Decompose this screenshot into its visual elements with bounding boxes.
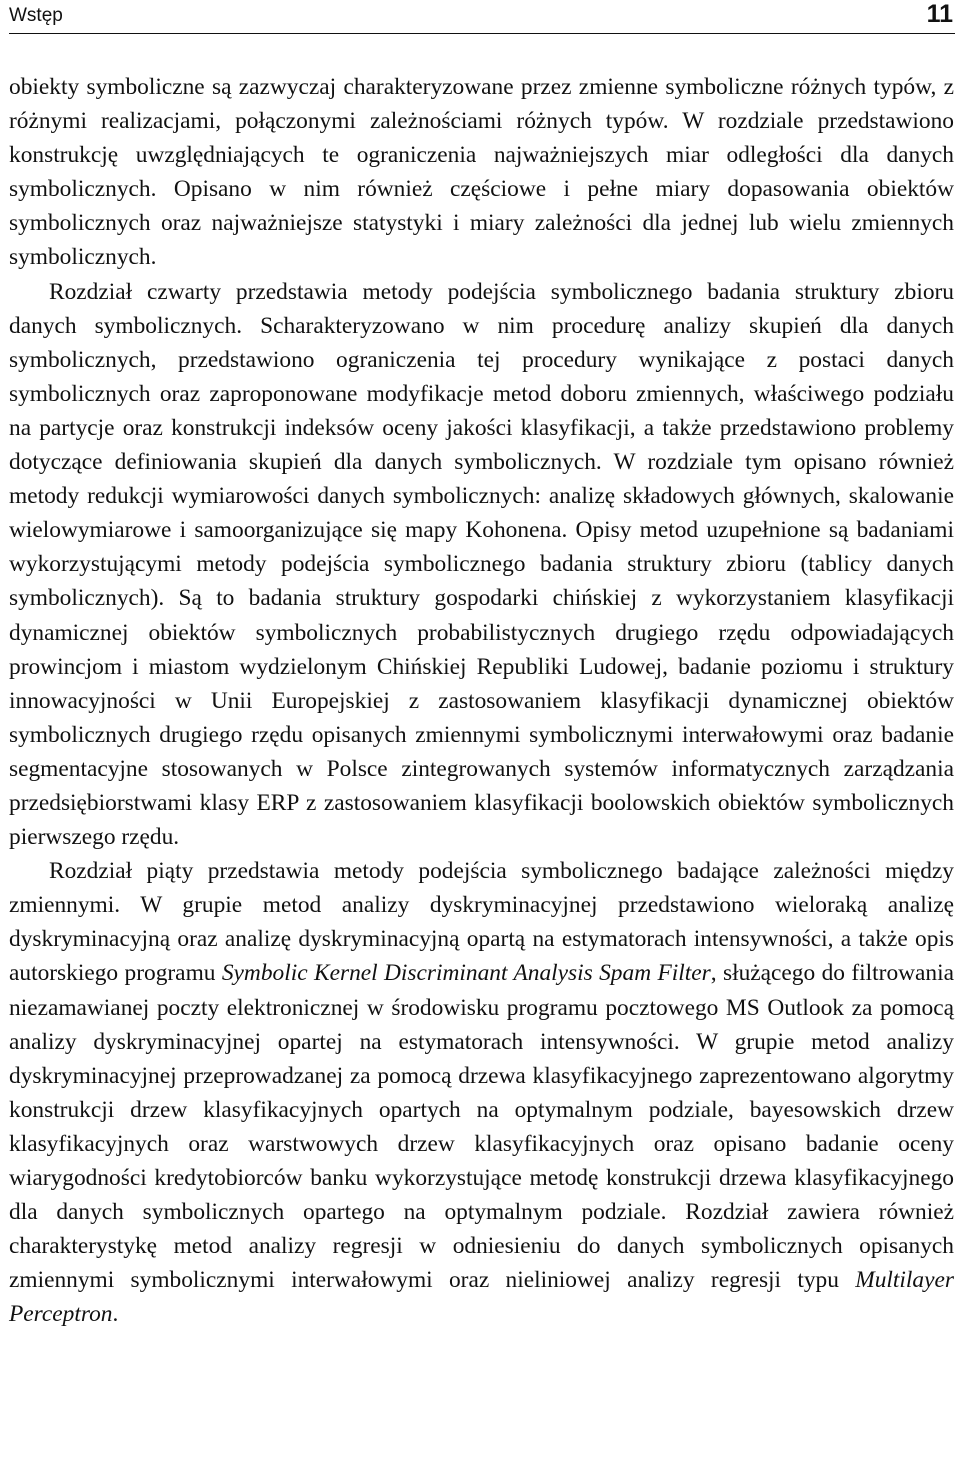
paragraph xyxy=(9,854,954,1331)
text-run: Rozdział piąty przedstawia metody podejścia symbolicznego badające zależności między zmiennymi. W grupie metod analizy dyskryminacyjnej przedstawiono wieloraką analizę dyskryminacyjną oraz analizę dyskryminacyjną opartą na estymatorach intensywności, a także opis autorskiego programu xyxy=(9,858,954,987)
text-run: , służącego do filtrowania niezamawianej poczty elektronicznej w środowisku programu pocztowego MS Outlook za pomocą analizy dyskryminacyjnej opartej na estymatorach intensywności. W grupie metod analizy dyskryminacyjnej przeprowadzanej za pomocą drzewa klasyfikacyjnego zaprezentowano algorytmy konstrukcji drzew klasyfikacyjnych opartych na optymalnym podziale, bayesowskich drzew klasyfikacyjnych oraz warstwowych drzew klasyfikacyjnych oraz opisano badanie oceny wiarygodności kredytobiorców banku wykorzystujące metodę konstrukcji drzewa klasyfikacyjnego dla danych symbolicznych opartego na optymalnym podziale. Rozdział zawiera również charakterystykę metod analizy regresji w odniesieniu do danych symbolicznych opisanych zmiennymi symbolicznymi interwałowymi oraz nieliniowej analizy regresji typu xyxy=(9,960,954,1294)
italic-title: Multilayer Perceptron xyxy=(9,1267,954,1328)
running-title: Wstęp xyxy=(9,5,63,26)
text-run: Rozdział czwarty przedstawia metody podejścia symbolicznego badania struktury zbioru danych symbolicznych. Scharakteryzowano w nim procedurę analizy skupień dla danych symbolicznych, przedstawiono ograniczenia tej procedury wynikające z postaci danych symbolicznych oraz zaproponowane modyfikacje metod doboru zmiennych, właściwego podziału na partycje oraz konstrukcji indeksów oceny jakości klasyfikacji, a także przedstawiono problemy dotyczące definiowania skupień dla danych symbolicznych. W rozdziale tym opisano również metody redukcji wymiarowości danych symbolicznych: analizę składowych głównych, skalowanie wielowymiarowe i samoorganizujące się mapy Kohonena. Opisy metod uzupełnione są badaniami wykorzystującymi metody podejścia symbolicznego badania struktury zbioru (tablicy danych symbolicznych). Są to badania struktury gospodarki chińskiej z wykorzystaniem klasyfikacji dynamicznej obiektów symbolicznych probabilistycznych drugiego rzędu odpowiadających prowincjom i miastom wydzielonym Chińskiej Republiki Ludowej, badanie poziomu i struktury innowacyjności w Unii Europejskiej z zastosowaniem klasyfikacji dynamicznej obiektów symbolicznych drugiego rzędu opisanych zmiennymi symbolicznymi interwałowymi oraz badanie segmentacyjne stosowanych w Polsce zintegrowanych systemów informatycznych zarządzania przedsiębiorstwami klasy ERP z zastosowaniem klasyfikacji boolowskich obiektów symbolicznych pierwszego rzędu. xyxy=(9,278,954,851)
running-header xyxy=(9,0,955,34)
paragraph xyxy=(9,275,954,855)
text-run: . xyxy=(112,1301,119,1328)
page-number: 11 xyxy=(926,0,953,28)
text-run: obiekty symboliczne są zazwyczaj charakteryzowane przez zmienne symboliczne różnych typów, z różnymi realizacjami, połączonymi zależnościami różnych typów. W rozdziale przedstawiono konstrukcję uwzględniających te ograniczenia najważniejszych miar odległości dla danych symbolicznych. Opisano w nim również częściowe i pełne miary dopasowania obiektów symbolicznych oraz najważniejsze statystyki i miary zależności dla jednej lub wielu zmiennych symbolicznych. xyxy=(9,74,954,271)
body-text xyxy=(9,70,954,1331)
italic-title: Symbolic Kernel Discriminant Analysis Spam Filter xyxy=(221,960,711,987)
paragraph xyxy=(9,70,954,275)
